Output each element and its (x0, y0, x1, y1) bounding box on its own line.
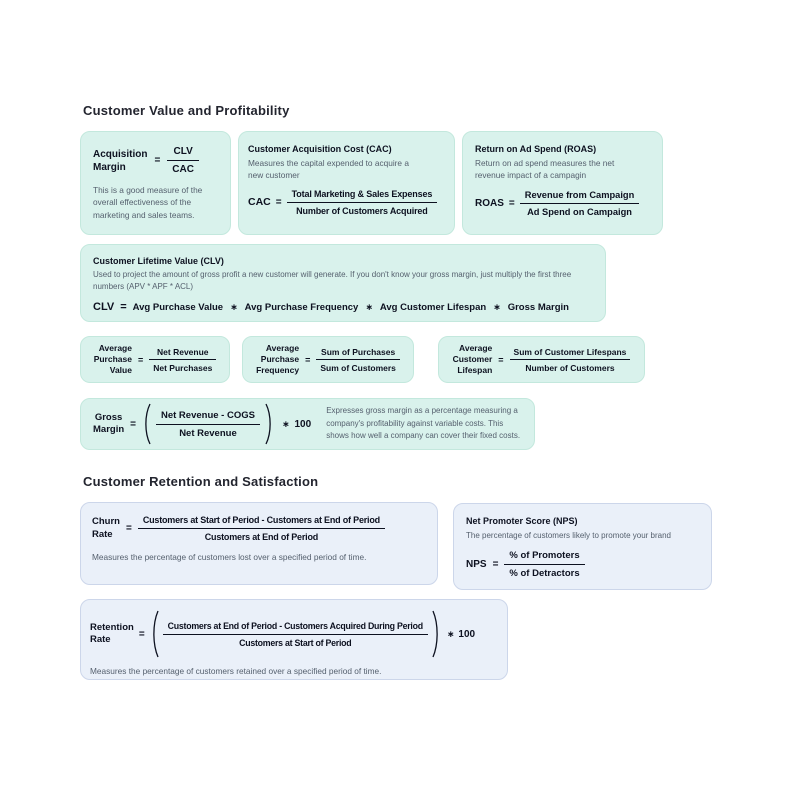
numerator: % of Promoters (504, 550, 584, 565)
open-paren (142, 402, 151, 446)
multiply-operator: ∗ (365, 301, 373, 312)
formula-label: Gross Margin (93, 411, 125, 435)
numerator: Sum of Purchases (316, 347, 400, 361)
formula-label: Churn Rate (92, 516, 120, 540)
card-clv (80, 244, 606, 322)
formula-term: Avg Purchase Value (132, 301, 224, 313)
multiplier: 100 (458, 628, 476, 640)
card-description: Measures the capital expended to acquire a new customer (248, 158, 409, 181)
section-heading-value-profitability: Customer Value and Profitability (83, 103, 290, 118)
denominator: Ad Spend on Campaign (527, 206, 632, 217)
numerator: Net Revenue (149, 347, 216, 361)
card-avg-customer-lifespan (438, 336, 645, 383)
churn-formula (92, 515, 426, 542)
formula-label: ROAS (475, 197, 504, 209)
nps-formula (466, 550, 699, 579)
card-description: Measures the percentage of customers retained over a specified period of time. (90, 666, 382, 676)
numerator: Net Revenue - COGS (156, 410, 260, 425)
card-retention-rate (80, 599, 508, 680)
retention-formula (90, 609, 498, 659)
fraction (287, 189, 438, 216)
numerator: Customers at End of Period - Customers Acquired During Period (163, 621, 428, 635)
denominator: % of Detractors (509, 568, 580, 579)
formula-label: CLV (93, 301, 115, 313)
fraction (316, 347, 400, 373)
roas-formula (475, 190, 652, 217)
card-title: Return on Ad Spend (ROAS) (475, 144, 597, 154)
fraction (163, 621, 428, 648)
card-cac (238, 131, 455, 235)
equals-sign: = (137, 354, 144, 365)
card-description: Measures the percentage of customers lost over a specified period of time. (92, 552, 367, 562)
equals-sign: = (498, 354, 504, 365)
equals-sign: = (120, 301, 127, 314)
equals-sign: = (154, 155, 161, 166)
equals-sign: = (492, 559, 499, 570)
acquisition-margin-formula (93, 146, 218, 175)
fraction (167, 146, 199, 175)
card-acquisition-margin (80, 131, 231, 235)
card-description: Return on ad spend measures the net revenue impact of a campagin (475, 158, 615, 181)
denominator: Net Revenue (179, 427, 237, 439)
fraction (504, 550, 584, 579)
numerator: Revenue from Campaign (520, 190, 640, 204)
close-paren (265, 402, 274, 446)
denominator: Customers at End of Period (204, 532, 319, 542)
multiply-operator: ∗ (493, 301, 501, 312)
denominator: Net Purchases (153, 362, 213, 373)
card-gross-margin (80, 398, 535, 450)
card-title: Customer Acquisition Cost (CAC) (248, 144, 392, 154)
formula-label: Average Purchase Value (93, 342, 132, 376)
card-title: Customer Lifetime Value (CLV) (93, 256, 224, 266)
formula-label: CAC (248, 195, 271, 208)
multiply-operator: ∗ (230, 301, 238, 312)
card-avg-purchase-frequency (242, 336, 414, 383)
fraction (156, 410, 260, 439)
fraction (510, 347, 631, 373)
fraction (149, 347, 216, 373)
cac-formula (248, 189, 444, 216)
denominator: Number of Customers Acquired (296, 205, 428, 216)
equals-sign: = (275, 196, 282, 208)
section-heading-retention-satisfaction: Customer Retention and Satisfaction (83, 474, 319, 489)
denominator: CAC (172, 164, 194, 175)
denominator: Customers at Start of Period (239, 637, 352, 648)
formula-term: Gross Margin (507, 301, 569, 313)
fraction (520, 190, 640, 217)
open-paren (150, 609, 159, 659)
multiply-operator: ∗ (446, 628, 455, 639)
denominator: Number of Customers (525, 362, 615, 373)
equals-sign: = (508, 197, 515, 209)
multiply-operator: ∗ (281, 418, 290, 429)
numerator: Total Marketing & Sales Expenses (287, 189, 438, 203)
formula-label: Average Customer Lifespan (452, 342, 493, 376)
clv-formula (93, 300, 593, 314)
close-paren (432, 609, 441, 659)
formula-label: NPS (466, 559, 487, 570)
fraction (138, 515, 385, 542)
card-description: The percentage of customers likely to promote your brand (466, 531, 671, 540)
numerator: Customers at Start of Period - Customers at End of Period (138, 515, 385, 529)
formula-label: Average Purchase Frequency (256, 342, 300, 376)
formula-term: Avg Purchase Frequency (244, 301, 359, 313)
card-description: Used to project the amount of gross profit a new customer will generate. If you don't know your gross margin, just multiply the first three numbers (APV * APF * ACL) (93, 270, 572, 291)
equals-sign: = (138, 628, 145, 640)
card-description: This is a good measure of the overall effectiveness of the marketing and sales teams. (93, 185, 203, 220)
numerator: CLV (167, 146, 199, 161)
formula-label: Acquisition Margin (93, 148, 148, 173)
card-title: Net Promoter Score (NPS) (466, 516, 578, 526)
card-churn-rate (80, 502, 438, 585)
formula-label: Retention Rate (90, 621, 134, 645)
card-roas (462, 131, 663, 235)
equals-sign: = (305, 354, 311, 365)
card-avg-purchase-value (80, 336, 230, 383)
card-nps (453, 503, 712, 590)
multiplier: 100 (294, 418, 312, 430)
numerator: Sum of Customer Lifespans (510, 347, 631, 361)
equals-sign: = (130, 418, 136, 430)
denominator: Sum of Customers (320, 362, 396, 373)
formula-term: Avg Customer Lifespan (379, 301, 487, 313)
card-description: Expresses gross margin as a percentage measuring a company's profitability against variable costs. This shows how well a company can cover their fixed costs. (326, 406, 521, 441)
equals-sign: = (125, 523, 132, 534)
